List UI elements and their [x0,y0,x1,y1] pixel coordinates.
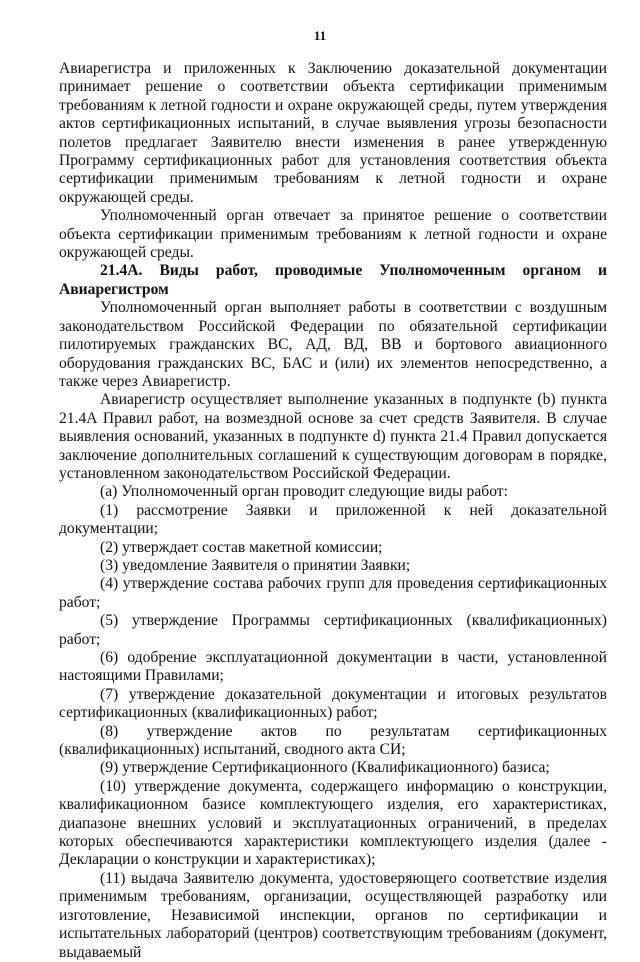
page-number: 11 [313,28,327,43]
paragraph-responsibility: Уполномоченный орган отвечает за принятое решение о соответствии объекта сертификации применимым требованиям к летной годности и охране окружающей среды. [59,207,607,262]
list-item-7: (7) утверждение доказательной документации и итоговых результатов сертификационных (квалификационных) работ; [59,685,607,722]
list-item-4: (4) утверждение состава рабочих групп для проведения сертификационных работ; [59,575,607,611]
paragraph-authority-works: Уполномоченный орган выполняет работы в соответствии с воздушным законодательством Российской Федерации по обязательной сертификации пилотируемых гражданских ВС, АД, ВД, ВВ и бортового авиационного оборудования гражданских ВС, БАС и (или) их элементов непосредственно, а также через Авиарегистр. [59,299,607,390]
paragraph-aviaregistry: Авиарегистр осуществляет выполнение указанных в подпункте (b) пункта 21.4A Правил работ, на возмездной основе за счет средств Заявителя. В случае выявления оснований, указанных в подпункте d) пункта 21.4 Правил допускается заключение дополнительных соглашений к существующим договорам в порядке, установленном законодательством Российской Федерации. [59,391,607,482]
list-item-2: (2) утверждает состав макетной комиссии; [100,538,383,556]
list-item-3: (3) уведомление Заявителя о принятии Заявки; [100,556,411,574]
list-item-9: (9) утверждение Сертификационного (Квалификационного) базиса; [100,759,550,777]
list-item-5: (5) утверждение Программы сертификационных (квалификационных) работ; [59,612,607,648]
paragraph-decision: Авиарегистра и приложенных к Заключению доказательной документации принимает решение о соответствии объекта сертификации применимым требованиям к летной годности и охране окружающей среды, путем утверждения актов сертификационных испытаний, в случае выявления угрозы безопасности полетов предлагает Заявителю внести изменения в ранее утвержденную Программу сертификационных работ для установления соответствия объекта сертификации применимым требованиям к летной годности и охране окружающей среды. [59,60,607,206]
list-intro: (a) Уполномоченный орган проводит следующие виды работ: [100,483,508,501]
page-body [59,60,607,962]
list-item-1: (1) рассмотрение Заявки и приложенной к ней доказательной документации; [59,501,607,538]
list-item-6: (6) одобрение эксплуатационной документации в части, установленной настоящими Правилами; [59,649,607,685]
section-heading-21-4a: 21.4A. Виды работ, проводимые Уполномоченным органом и Авиарегистром [59,262,607,298]
list-item-10: (10) утверждение документа, содержащего информацию о конструкции, квалификационном базисе комплектующего изделия, его характеристиках, диапазоне внешних условий и эксплуатационных ограничений, в пределах которых обеспечиваются характеристики комплектующего изделия (далее - Декларации о конструкции и характеристиках); [59,777,607,869]
list-item-11: (11) выдача Заявителю документа, удостоверяющего соответствие изделия применимым требованиям, организации, осуществляющей разработку или изготовление, Независимой инспекции, органов по сертификации и испытательных лабораторий (центров) соответствующим требованиям (документ, выдаваемый [59,869,607,961]
list-item-8: (8) утверждение актов по результатам сертификационных (квалификационных) испытаний, сводного акта СИ; [59,722,607,759]
